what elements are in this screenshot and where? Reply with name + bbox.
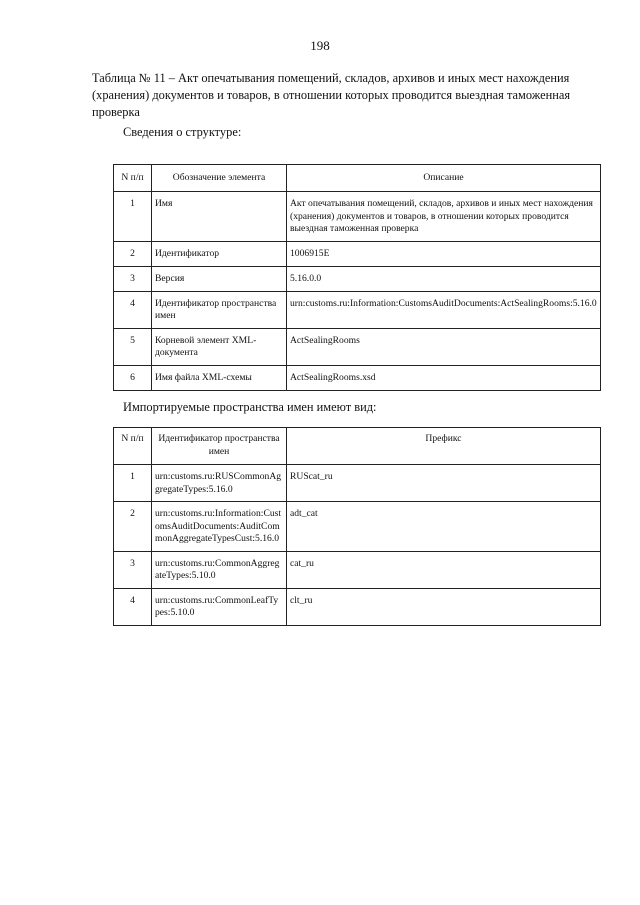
row-num: 2 bbox=[114, 502, 152, 552]
row-prefix: adt_cat bbox=[287, 502, 601, 552]
row-namespace: urn:customs.ru:RUSCommonAggregateTypes:5.16.0 bbox=[152, 465, 287, 502]
row-description: 5.16.0.0 bbox=[287, 266, 601, 291]
row-num: 1 bbox=[114, 465, 152, 502]
row-element: Имя файла XML-схемы bbox=[152, 365, 287, 390]
table-title: Таблица № 11 – Акт опечатывания помещений, складов, архивов и иных мест нахождения (хранения) документов и товаров, в отношении которых проводится выездная таможенная проверка bbox=[92, 71, 571, 119]
row-num: 6 bbox=[114, 365, 152, 390]
table-row bbox=[114, 502, 601, 552]
namespaces-heading: Импортируемые пространства имен имеют вид: bbox=[123, 400, 377, 414]
column-header-prefix: Префикс bbox=[287, 428, 601, 465]
table-header-row bbox=[114, 165, 601, 192]
column-header-namespace: Идентификатор пространства имен bbox=[152, 428, 287, 465]
table-row bbox=[114, 465, 601, 502]
row-element: Идентификатор bbox=[152, 241, 287, 266]
table-header-row bbox=[114, 428, 601, 465]
row-namespace: urn:customs.ru:Information:CustomsAuditDocuments:AuditCommonAggregateTypesCust:5.16.0 bbox=[152, 502, 287, 552]
table-row bbox=[114, 266, 601, 291]
row-num: 3 bbox=[114, 266, 152, 291]
table-row bbox=[114, 192, 601, 242]
row-description: Акт опечатывания помещений, складов, архивов и иных мест нахождения (хранения) документов и товаров, в отношении которых проводится выездная таможенная проверка bbox=[287, 192, 601, 242]
row-num: 4 bbox=[114, 588, 152, 625]
table-row bbox=[114, 588, 601, 625]
row-num: 5 bbox=[114, 328, 152, 365]
column-header-num: N п/п bbox=[114, 165, 152, 192]
row-num: 2 bbox=[114, 241, 152, 266]
column-header-description: Описание bbox=[287, 165, 601, 192]
row-namespace: urn:customs.ru:CommonLeafTypes:5.10.0 bbox=[152, 588, 287, 625]
row-prefix: cat_ru bbox=[287, 551, 601, 588]
namespaces-table bbox=[113, 427, 601, 626]
table-row bbox=[114, 328, 601, 365]
row-num: 3 bbox=[114, 551, 152, 588]
row-element: Версия bbox=[152, 266, 287, 291]
row-num: 1 bbox=[114, 192, 152, 242]
column-header-num: N п/п bbox=[114, 428, 152, 465]
structure-heading: Сведения о структуре: bbox=[123, 125, 242, 139]
row-element: Идентификатор пространства имен bbox=[152, 291, 287, 328]
row-description: 1006915E bbox=[287, 241, 601, 266]
row-num: 4 bbox=[114, 291, 152, 328]
row-description: ActSealingRooms.xsd bbox=[287, 365, 601, 390]
column-header-element: Обозначение элемента bbox=[152, 165, 287, 192]
row-description: urn:customs.ru:Information:CustomsAuditDocuments:ActSealingRooms:5.16.0 bbox=[287, 291, 601, 328]
row-description: ActSealingRooms bbox=[287, 328, 601, 365]
table-row bbox=[114, 551, 601, 588]
row-element: Корневой элемент XML-документа bbox=[152, 328, 287, 365]
row-prefix: RUScat_ru bbox=[287, 465, 601, 502]
table-row bbox=[114, 291, 601, 328]
table-row bbox=[114, 241, 601, 266]
row-namespace: urn:customs.ru:CommonAggregateTypes:5.10.0 bbox=[152, 551, 287, 588]
table-row bbox=[114, 365, 601, 390]
row-prefix: clt_ru bbox=[287, 588, 601, 625]
row-element: Имя bbox=[152, 192, 287, 242]
page-number: 198 bbox=[310, 38, 330, 53]
structure-table bbox=[113, 164, 601, 391]
